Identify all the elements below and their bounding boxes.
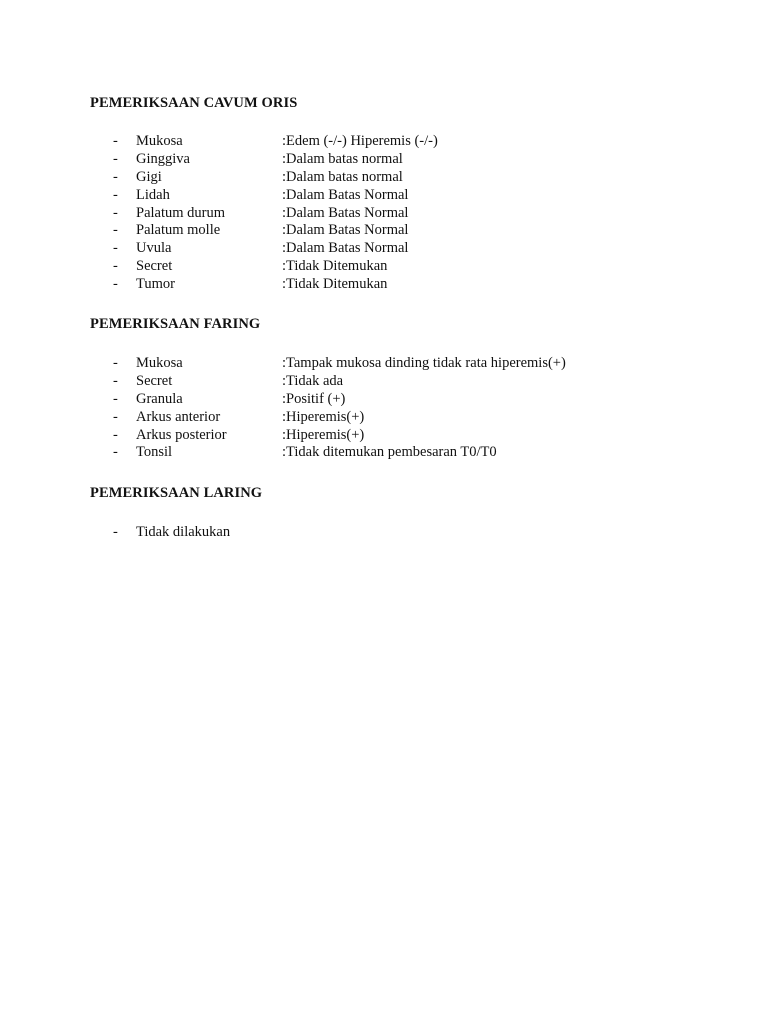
item-value: :Edem (-/-) Hiperemis (-/-) (282, 133, 438, 149)
item-value: :Dalam Batas Normal (282, 204, 409, 221)
item-value: :Hiperemis(+) (282, 408, 365, 425)
list-item (0, 133, 768, 151)
item-value: :Tidak Ditemukan (282, 276, 388, 293)
bullet-dash: - (113, 524, 118, 540)
item-label: Tidak dilakukan (136, 524, 231, 540)
list-item (0, 391, 768, 409)
item-value: :Dalam batas normal (282, 168, 403, 185)
bullet-dash: - (113, 426, 118, 443)
bullet-dash: - (113, 186, 118, 203)
item-value: :Tidak Ditemukan (282, 258, 388, 275)
list-item (0, 258, 768, 276)
list-item (0, 240, 768, 258)
item-label: Mukosa (136, 355, 183, 371)
item-value: :Hiperemis(+) (282, 426, 365, 443)
laring-list (0, 524, 768, 542)
list-item (0, 276, 768, 294)
bullet-dash: - (113, 372, 118, 389)
item-label: Mukosa (136, 133, 183, 149)
bullet-dash: - (113, 204, 118, 221)
bullet-dash: - (113, 276, 118, 293)
bullet-dash: - (113, 444, 118, 461)
faring-list (0, 355, 768, 462)
list-item (0, 169, 768, 187)
bullet-dash: - (113, 258, 118, 275)
list-item (0, 524, 768, 542)
bullet-dash: - (113, 355, 118, 371)
section-heading-faring: PEMERIKSAAN FARING (90, 316, 261, 332)
item-label: Arkus posterior (136, 426, 227, 443)
list-item (0, 409, 768, 427)
item-label: Uvula (136, 240, 172, 257)
bullet-dash: - (113, 133, 118, 149)
list-item (0, 444, 768, 462)
cavum-oris-list (0, 133, 768, 294)
item-label: Arkus anterior (136, 408, 221, 425)
section-heading-laring: PEMERIKSAAN LARING (90, 485, 263, 501)
item-value: :Positif (+) (282, 390, 346, 407)
item-label: Secret (136, 258, 173, 275)
item-label: Palatum molle (136, 222, 221, 239)
item-label: Ginggiva (136, 150, 190, 167)
bullet-dash: - (113, 240, 118, 257)
item-value: :Dalam Batas Normal (282, 186, 409, 203)
item-label: Tumor (136, 276, 175, 293)
item-value: :Dalam batas normal (282, 150, 403, 167)
item-label: Gigi (136, 168, 162, 185)
list-item (0, 151, 768, 169)
item-label: Palatum durum (136, 204, 226, 221)
item-label: Tonsil (136, 444, 173, 461)
item-value: :Tidak ada (282, 372, 344, 389)
bullet-dash: - (113, 150, 118, 167)
item-value: :Dalam Batas Normal (282, 240, 409, 257)
item-label: Lidah (136, 186, 170, 203)
item-value: :Tidak ditemukan pembesaran T0/T0 (282, 444, 497, 461)
list-item (0, 222, 768, 240)
bullet-dash: - (113, 168, 118, 185)
list-item (0, 427, 768, 445)
section-heading-cavum-oris: PEMERIKSAAN CAVUM ORIS (90, 95, 298, 111)
bullet-dash: - (113, 222, 118, 239)
item-value: :Dalam Batas Normal (282, 222, 409, 239)
list-item (0, 187, 768, 205)
bullet-dash: - (113, 408, 118, 425)
bullet-dash: - (113, 390, 118, 407)
item-label: Granula (136, 390, 183, 407)
list-item (0, 205, 768, 223)
item-label: Secret (136, 372, 173, 389)
list-item (0, 355, 768, 373)
item-value: :Tampak mukosa dinding tidak rata hiperemis(+) (282, 355, 566, 371)
list-item (0, 373, 768, 391)
